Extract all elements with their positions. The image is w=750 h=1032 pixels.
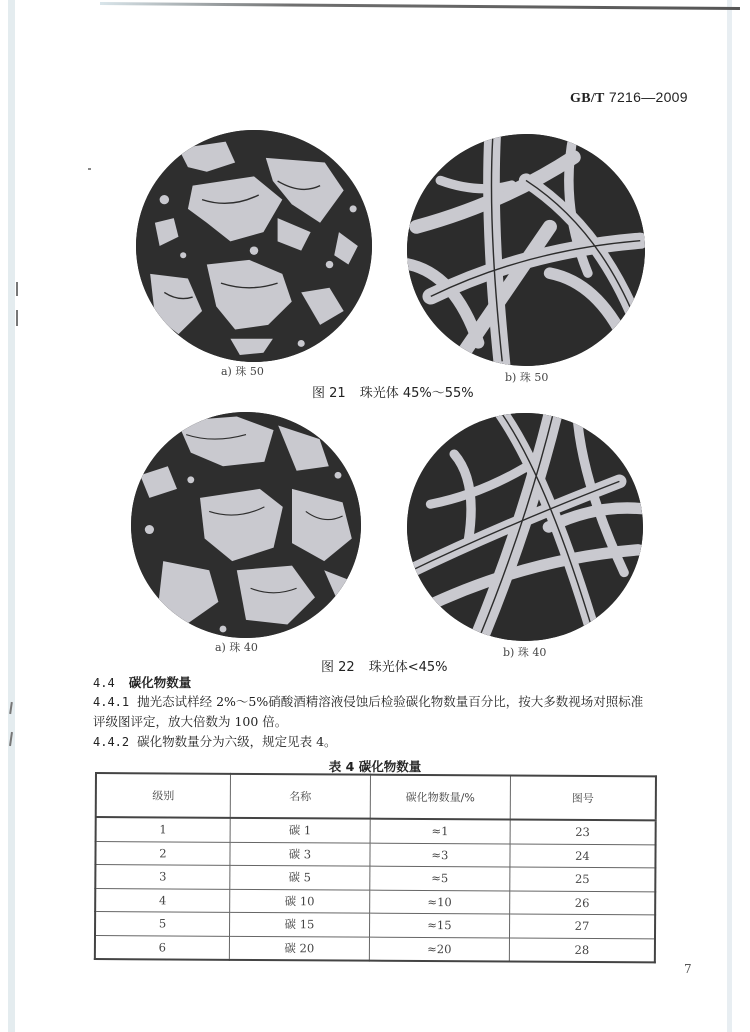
- binding-mark: [16, 310, 18, 326]
- section-number: 4.4: [93, 676, 115, 690]
- cell-name: 碳 5: [230, 865, 370, 889]
- scan-speck: [88, 168, 91, 170]
- paragraph-text: 碳化物数量分为六级，规定见表 4。: [137, 734, 337, 749]
- table-row: [95, 888, 655, 915]
- column-header-carbide-percent: 碳化物数量/%: [370, 775, 510, 820]
- fig22-caption-number: 图 22: [321, 660, 355, 675]
- cell-figure-no: 28: [509, 938, 655, 963]
- cell-grade: 1: [96, 817, 231, 842]
- column-header-name: 名称: [230, 774, 370, 819]
- paragraph-4-4-1: [93, 692, 693, 732]
- column-header-figure-no: 图号: [510, 776, 656, 821]
- cell-figure-no: 23: [510, 820, 656, 845]
- cell-figure-no: 25: [510, 867, 656, 891]
- fig22-caption: [321, 656, 447, 675]
- fig22-sub-caption-b: b) 珠 40: [503, 646, 547, 659]
- cell-name: 碳 15: [229, 912, 369, 936]
- fig21-caption: [312, 382, 474, 401]
- scan-right-edge: [727, 0, 732, 1032]
- section-heading: [93, 673, 191, 691]
- cell-grade: 2: [95, 841, 230, 865]
- micrograph-fig21-b: [407, 134, 645, 366]
- cell-carbide-percent: ≈1: [370, 819, 510, 844]
- fig21-caption-number: 图 21: [312, 386, 346, 401]
- cell-grade: 5: [95, 912, 230, 936]
- binding-mark: [16, 282, 18, 296]
- micrograph-fig22-a: [131, 412, 361, 638]
- micrograph-fig22-b: [407, 413, 643, 641]
- cell-carbide-percent: ≈15: [369, 913, 509, 937]
- cell-grade: 3: [95, 865, 230, 889]
- table-row: [96, 817, 656, 844]
- paragraph-number: 4.4.1: [93, 695, 130, 709]
- table-row: [95, 841, 655, 868]
- micrograph-fig21-a: [136, 130, 372, 362]
- cell-carbide-percent: ≈3: [370, 843, 510, 867]
- table-row: [95, 865, 655, 892]
- paragraph-4-4-2: [93, 732, 693, 752]
- table-title: 表 4 碳化物数量: [328, 759, 422, 774]
- table-row: [95, 912, 655, 939]
- scan-top-edge: [100, 2, 740, 10]
- cell-carbide-percent: ≈10: [370, 890, 510, 914]
- scan-left-edge: [8, 0, 15, 1032]
- standard-code: [570, 89, 688, 107]
- carbide-quantity-table: [94, 772, 657, 963]
- paragraph-number: 4.4.2: [93, 735, 130, 749]
- cell-name: 碳 1: [230, 818, 370, 843]
- cell-figure-no: 24: [510, 844, 656, 868]
- cell-name: 碳 3: [230, 842, 370, 866]
- column-header-grade: 级别: [96, 773, 231, 818]
- page-number: 7: [684, 962, 692, 976]
- cell-name: 碳 20: [229, 936, 369, 961]
- paragraph-text: 抛光态试样经 2%～5%硝酸酒精溶液侵蚀后检验碳化物数量百分比，按大多数视场对照标准: [137, 694, 644, 709]
- table-row: [95, 935, 655, 962]
- cell-figure-no: 26: [510, 891, 656, 915]
- table-header-row: [96, 773, 656, 820]
- section-title: 碳化物数量: [128, 675, 192, 690]
- cell-grade: 4: [95, 888, 230, 912]
- standard-code-prefix: GB/T: [570, 91, 605, 106]
- cell-name: 碳 10: [230, 889, 370, 913]
- cell-carbide-percent: ≈5: [370, 866, 510, 890]
- fig22-caption-text: 珠光体<45%: [368, 660, 448, 675]
- paragraph-continuation: 评级图评定，放大倍数为 100 倍。: [93, 714, 288, 729]
- fig22-sub-caption-a: a) 珠 40: [215, 641, 258, 654]
- cell-figure-no: 27: [509, 914, 655, 938]
- fig21-sub-caption-a: a) 珠 50: [221, 365, 264, 378]
- cell-grade: 6: [95, 935, 230, 960]
- standard-code-number: 7216—2009: [608, 89, 688, 105]
- fig21-sub-caption-b: b) 珠 50: [505, 371, 549, 384]
- fig21-caption-text: 珠光体 45%～55%: [359, 386, 474, 401]
- cell-carbide-percent: ≈20: [369, 937, 509, 962]
